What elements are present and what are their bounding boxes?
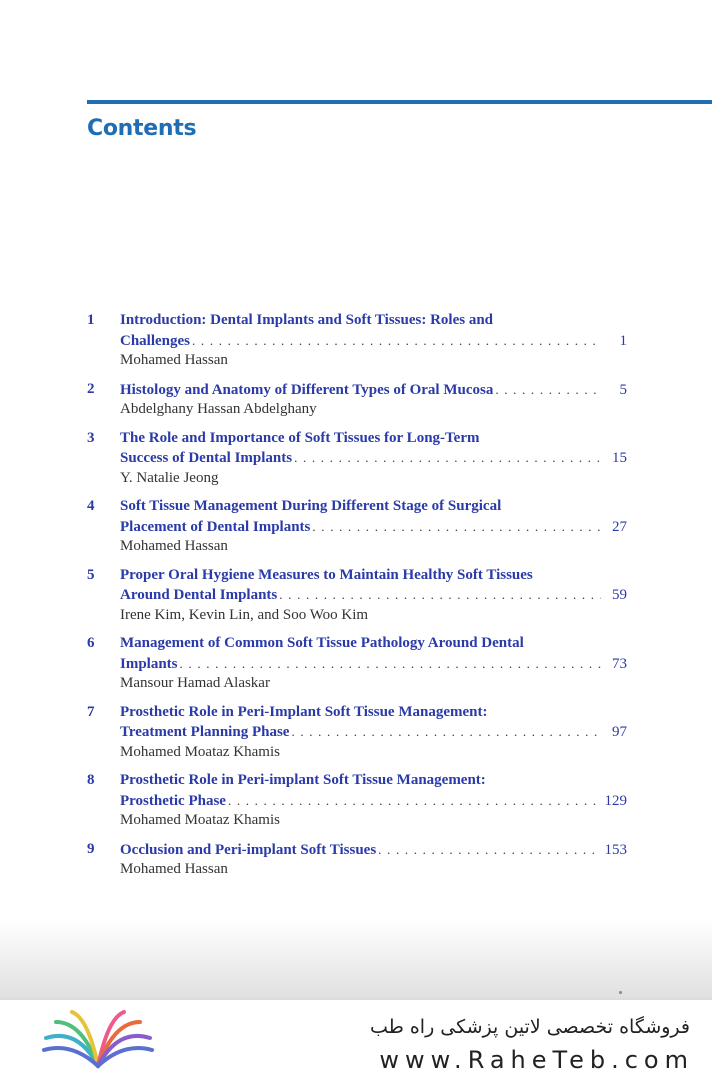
toc-entry-body — [120, 634, 627, 694]
dot-leader — [495, 380, 601, 400]
chapter-title-line[interactable]: Proper Oral Hygiene Measures to Maintain Healthy Soft Tissues — [120, 566, 533, 583]
chapter-author: Y. Natalie Jeong — [120, 469, 219, 486]
toc-entry-body — [120, 771, 627, 831]
dot-leader — [279, 585, 601, 605]
toc-entry-body — [120, 497, 627, 557]
chapter-number: 4 — [87, 498, 95, 514]
chapter-title-lastline[interactable] — [120, 517, 627, 538]
chapter-author: Mohamed Moataz Khamis — [120, 743, 280, 760]
toc-entry-body — [120, 380, 627, 420]
chapter-title-line[interactable]: The Role and Importance of Soft Tissues for Long-Term — [120, 429, 480, 446]
toc-entry[interactable] — [87, 311, 627, 371]
chapter-title-lastline[interactable] — [120, 840, 627, 861]
chapter-number: 1 — [87, 312, 95, 328]
page-number[interactable]: 5 — [619, 381, 627, 398]
toc-entry[interactable] — [87, 380, 627, 420]
page-number[interactable]: 27 — [612, 518, 627, 535]
toc-entry[interactable] — [87, 771, 627, 831]
toc-entry[interactable] — [87, 429, 627, 489]
chapter-title[interactable] — [120, 429, 627, 449]
chapter-title-tail[interactable]: Challenges — [120, 332, 191, 349]
open-book-logo-icon — [38, 1008, 158, 1074]
chapter-number: 3 — [87, 429, 95, 446]
chapter-author: Mohamed Hassan — [120, 538, 228, 554]
chapter-number: 6 — [87, 635, 95, 651]
chapter-author: Mohamed Moataz Khamis — [120, 812, 280, 828]
toc-entry-body — [120, 429, 627, 489]
page-number[interactable]: 73 — [612, 655, 627, 672]
chapter-title-line[interactable]: Soft Tissue Management During Different Stage of Surgical — [120, 498, 502, 514]
page-title: Contents — [87, 116, 197, 141]
chapter-title-line[interactable]: Prosthetic Role in Peri-implant Soft Tissue Management: — [120, 772, 486, 788]
chapter-title-lastline[interactable] — [120, 585, 627, 606]
chapter-title-line[interactable]: Introduction: Dental Implants and Soft Tissues: Roles and — [120, 312, 494, 328]
chapter-title-lastline[interactable] — [120, 791, 627, 812]
toc-entry-body — [120, 703, 627, 763]
chapter-title[interactable] — [120, 771, 627, 791]
toc-entry-body — [120, 311, 627, 371]
chapter-title-line[interactable]: Management of Common Soft Tissue Pathology Around Dental — [120, 635, 524, 651]
dot-leader — [378, 840, 600, 860]
chapter-title[interactable] — [120, 566, 627, 586]
chapter-number: 7 — [87, 703, 95, 720]
dot-leader — [180, 654, 601, 674]
chapter-title-tail[interactable]: Around Dental Implants — [120, 587, 278, 603]
page-number[interactable]: 1 — [619, 332, 627, 349]
table-of-contents — [87, 311, 627, 889]
chapter-number: 2 — [87, 380, 95, 397]
website-url[interactable]: www.RaheTeb.com — [379, 1046, 694, 1074]
chapter-author: Mansour Hamad Alaskar — [120, 675, 270, 691]
dot-leader — [192, 331, 601, 351]
header-rule — [87, 100, 712, 104]
chapter-title-lastline[interactable] — [120, 331, 627, 352]
page-number[interactable]: 97 — [612, 724, 627, 740]
page-number[interactable]: 15 — [612, 450, 627, 466]
chapter-title-lastline[interactable] — [120, 722, 627, 743]
chapter-title-tail[interactable]: Placement of Dental Implants — [120, 518, 311, 535]
dot-leader — [228, 791, 601, 811]
chapter-title-lastline[interactable] — [120, 380, 627, 401]
dot-leader — [294, 448, 601, 468]
chapter-author: Irene Kim, Kevin Lin, and Soo Woo Kim — [120, 606, 369, 623]
page-bottom-shadow — [0, 920, 712, 1000]
chapter-title-tail[interactable]: Prosthetic Phase — [120, 792, 226, 809]
chapter-author: Abdelghany Hassan Abdelghany — [120, 401, 317, 417]
page-number[interactable]: 59 — [612, 587, 627, 603]
toc-entry[interactable] — [87, 497, 627, 557]
chapter-title-tail[interactable]: Treatment Planning Phase — [120, 724, 290, 740]
chapter-title[interactable] — [120, 497, 627, 517]
chapter-title[interactable] — [120, 634, 627, 654]
chapter-author: Mohamed Hassan — [120, 861, 228, 877]
chapter-title-tail[interactable]: Success of Dental Implants — [120, 450, 293, 466]
toc-entry-body — [120, 566, 627, 626]
chapter-title[interactable] — [120, 311, 627, 331]
toc-list — [87, 311, 627, 880]
chapter-author: Mohamed Hassan — [120, 352, 228, 368]
chapter-title-tail[interactable]: Histology and Anatomy of Different Types of Oral Mucosa — [120, 381, 494, 398]
chapter-number: 9 — [87, 840, 95, 857]
toc-entry-body — [120, 840, 627, 880]
chapter-title-tail[interactable]: Occlusion and Peri-implant Soft Tissues — [120, 841, 377, 858]
page-mark — [619, 991, 622, 994]
shop-name: فروشگاه تخصصی لاتین پزشکی راه طب — [370, 1016, 690, 1038]
chapter-title[interactable] — [120, 703, 627, 723]
dot-leader — [291, 722, 601, 742]
toc-entry[interactable] — [87, 840, 627, 880]
watermark-banner — [0, 1000, 712, 1079]
chapter-title-line[interactable]: Prosthetic Role in Peri-Implant Soft Tissue Management: — [120, 703, 488, 720]
toc-entry[interactable] — [87, 703, 627, 763]
page-number[interactable]: 153 — [604, 841, 627, 858]
page-number[interactable]: 129 — [604, 792, 627, 809]
chapter-title-lastline[interactable] — [120, 448, 627, 469]
toc-entry[interactable] — [87, 566, 627, 626]
chapter-number: 8 — [87, 772, 95, 788]
toc-entry[interactable] — [87, 634, 627, 694]
chapter-title-tail[interactable]: Implants — [120, 655, 178, 672]
chapter-title-lastline[interactable] — [120, 654, 627, 675]
chapter-number: 5 — [87, 566, 95, 583]
dot-leader — [312, 517, 601, 537]
